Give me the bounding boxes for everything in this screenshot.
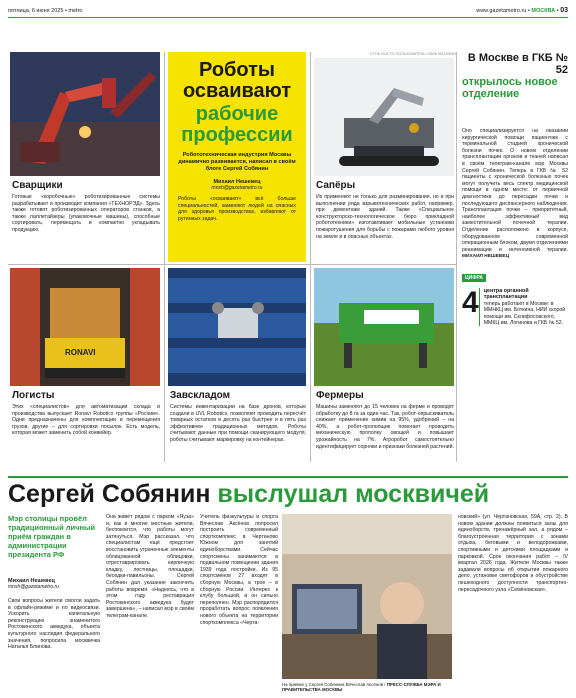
article-headline-black: Сергей Собянин — [8, 480, 211, 508]
article-col-3: Учитель физкультуры и спорта Вячеслав Аксёнов попросил построить современный спорткомплекс в Чертаново Южном для занятий единоборствами. Сейчас спортсмены занимаются в подвальном помещении здания 1939 года постройки. Из 95 спортсменов 27 входят в сборную Москвы, а трое – в сборную России. Интерес к клубу большой, и он сильно переполнен. Мэр распорядился проработать вопрос появления нового объекта на территории спорткомплекса «Черта- — [200, 514, 278, 626]
feature-headline: Роботы осваивают — [182, 59, 292, 102]
divider — [310, 52, 311, 462]
sappers-photo — [314, 58, 454, 176]
feature-block — [168, 52, 306, 262]
page-number: 03 — [560, 7, 568, 14]
sidebar-body: Оно специализируется на оказании хирургической помощи пациентам с терминальной стадией хронической болезни почек. О новом отделении трансплантации органов и тканей написал в своём телеграм-канале мэр Москвы Сергей Собянин. Теперь в ГКБ № 52 пациенты с хронической болезнью почек могут получить весь спектр медицинской помощи в одном месте: от первичной диагностики до пересадки почки и последующего диспансерного наблюдения. Трансплантация почки – приоритетный, наиболее эффективный вид заместительной почечной терапии. Отделение расположено в корпусе, оборудованном современной операционным блоком, двумя отделениями реанимации и интенсивной терапии. — [462, 128, 568, 253]
fact-number: 4 — [462, 286, 479, 319]
farmers-text: Машины заменяют до 15 человек на ферме и проводят обработку до 8 га за один час. Так, робот-опрыскиватель снижает применение химии на 95%, удобрений – на 40%, а робот-прополщик помогает проводить механическую прополку овощей и повышает урожайность на 7%. Агроробот самостоятельно идентифицирует сорняки и признаки болезней растений. — [316, 404, 454, 450]
divider — [164, 52, 165, 462]
header-section: МОСКВА — [531, 8, 556, 14]
divider — [456, 52, 457, 462]
feature-body: Роботы «осваивают» всё больше специальностей, заменяют людей на опасных для здоровья производствах, избавляют от рутинных задач. — [178, 196, 296, 222]
feature-headline-accent: рабочие профессии — [181, 103, 293, 146]
article-col-4: новский» (ул. Чертановская, 59А, стр. 2). В новом здании должны появиться залы для единоборств, тренажёрный зал, а рядом – благоустроенная территория с зонами отдыха, беговыми и велодорожками, спортивными и детскими площадками и парковкой. Срок окончания работ – IV квартал 2026 года. Жители Москвы также задавали вопросы об открытии пожарного депо, установке светофоров и обустройстве пешеходного доступности транспортно-пересадочного узла «Семёновская». — [458, 514, 568, 593]
sappers-text: Их применяют не только для разминирования, но и при выполнении ряда взрывотехнических работ, например, при демонтаже зданий. Также «Специальное конструкторско-технологическое бюро прикладной робототехники» изготавливает мобильные установки пожаротушения для борьбы с пожарами любого уровня на земле и в опасных объектах. — [316, 194, 454, 240]
logists-photo — [10, 268, 160, 386]
sidebar-headline-green: открылось новое отделение — [462, 76, 558, 100]
header-date: пятница, 6 июня 2025 • metro — [8, 7, 83, 14]
feature-lead: Робототехническая индустрия Москвы динамично развивается, написал в своём блоге Сергей Собянин — [178, 152, 296, 172]
welders-photo — [10, 52, 160, 176]
logists-text: Этих «специалистов» для автоматизации склада и производства выпускает Ronavi Robotics группы «Росхим». Одни предназначены для комплектации и перемещения грузов, другие – для сортировки посылок. Есть модель, которая может заменить собой конвейер. — [12, 404, 160, 437]
article-col-1: Свои вопросы жители смогли задать в офлайн-режиме и по видеосвязи. Ускорить капитальную реконструкцию знаменитого Ростокинского акведука, объекта культурного наследия федерального значения, попросила москвичка Наталья Блинова. — [8, 598, 100, 651]
ronavi-label: RONAVI — [65, 348, 96, 357]
header-site[interactable]: www.gazetametro.ru — [476, 8, 527, 14]
sidebar-text — [462, 128, 568, 261]
feature-email[interactable]: mnsh@gazetametro.ru — [211, 185, 263, 191]
section-rule — [8, 476, 568, 478]
article-author: Михаил Нешевец — [8, 578, 55, 584]
article-author-block — [8, 578, 100, 590]
farmers-title: Фермеры — [316, 390, 364, 401]
caption-text: На приёме у Сергея Собянина Вячеслав Аксёнов / — [282, 682, 387, 687]
article-headline-green: выслушал москвичей — [217, 480, 490, 508]
divider — [8, 264, 456, 265]
photo-caption — [282, 682, 452, 692]
sidebar-headline — [462, 52, 568, 100]
fact-tag: ЦИФРА — [462, 274, 486, 282]
fact-description — [479, 288, 568, 326]
sidebar-author: МИХАИЛ НЕШЕВЕЦ — [462, 254, 510, 260]
sidebar-headline-black: В Москве в ГКБ № 52 — [467, 52, 568, 76]
farmers-photo — [314, 268, 454, 386]
article-photo — [282, 514, 452, 679]
article-col-2: Она живёт рядом с парком «Яуза» и, как и многие местные жители, беспокоится, что работы могут затянуться. Мэр рассказал, что специалистам ещё предстоит восстановить утраченные элементы облицованной облицовки, отреставрировать кирпичную кладку, лестницы, площадки, беседки-павильоны. Сергей Собянин дал указание закончить работы вовремя. «Надеюсь, что в этом году реставрация Ростокинского акведука будет завершена», – написал мэр в своём телеграм-канале. — [106, 514, 194, 619]
feature-author: Михаил Нешевец — [213, 179, 261, 185]
article-email[interactable]: mnsh@gazetametro.ru — [8, 584, 59, 590]
article-lead: Мэр столицы провёл традиционный личный приём граждан в администрации президента РФ — [8, 514, 96, 559]
photo-credit: СТОК НОСТО ПОЛЬЗОВАТЕЛЬ СВИК МАГАЗИН — [370, 52, 456, 56]
warehouse-title: Завскладом — [170, 390, 231, 401]
caption-source: ПРЕСС-СЛУЖБА МЭРА И ПРАВИТЕЛЬСТВА МОСКВЫ — [282, 682, 441, 693]
header-right: www.gazetametro.ru • МОСКВА • 03 — [476, 7, 568, 14]
warehouse-photo — [168, 268, 306, 386]
fact-title: центра органной трансплантации — [483, 288, 529, 301]
sappers-title: Сапёры — [316, 180, 356, 191]
welders-text: Готовые «коробочные» роботизированные системы разрабатывает и производит компания «ТЕХНОРЭД». Здесь также готовят роботизированных операторов станков, а также паллетайзеры (упаковочные машины), способные сортировать, перемещать и компактно укладывать продукцию. — [12, 194, 160, 233]
article-headline — [8, 480, 568, 509]
page-header — [8, 4, 568, 18]
fact-box — [462, 266, 568, 326]
fact-text: теперь работают в Москве: в ММНКЦ им. Боткина, НИИ скорой помощи им. Склифосовского, ММКЦ им. Логинова и ГКБ № 52. — [483, 300, 566, 327]
warehouse-text: Системы инвентаризации на базе дронов, которые создали в UVL Robotics, позволяют проводить пересчёт товарных остатков в десять раз быстрее и в пять раз эффективнее традиционных методов. Роботы считывают данные при помощи сканирующего модуля, роботы считывают маркировку на контейнерах. — [170, 404, 306, 443]
logists-title: Логисты — [12, 390, 55, 401]
welders-title: Сварщики — [12, 180, 63, 191]
